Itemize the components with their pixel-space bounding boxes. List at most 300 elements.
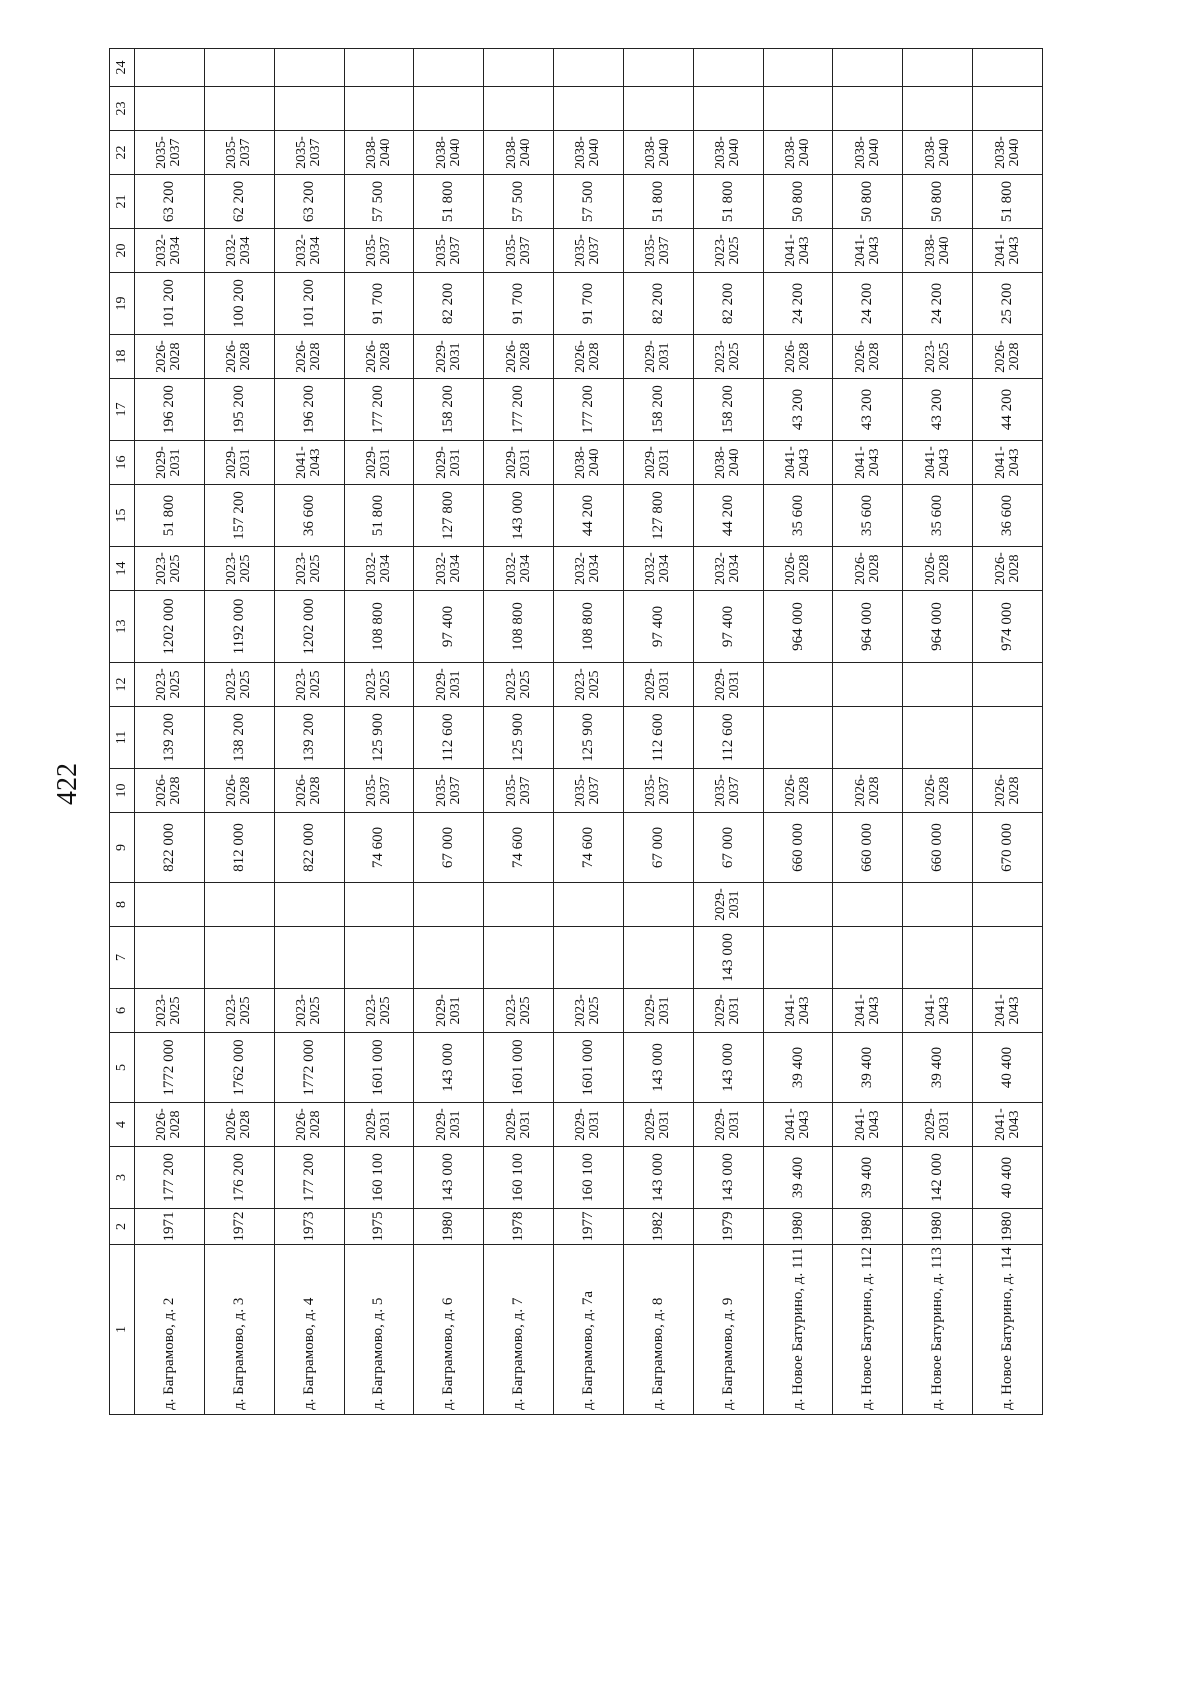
table-cell: 964 000 <box>763 591 833 663</box>
table-cell <box>903 927 973 989</box>
table-cell: 51 800 <box>414 175 484 229</box>
table-cell: 2029-2031 <box>344 1103 414 1147</box>
table-cell <box>274 927 344 989</box>
table-cell: 2026-2028 <box>135 335 205 379</box>
table-cell: 1980 <box>763 1209 833 1245</box>
table-cell: 1973 <box>274 1209 344 1245</box>
table-cell: 39 400 <box>763 1147 833 1209</box>
table-cell <box>204 49 274 87</box>
table-cell: 974 000 <box>973 591 1043 663</box>
table-cell: 2026-2028 <box>344 335 414 379</box>
table-cell: 25 200 <box>973 273 1043 335</box>
table-cell: 101 200 <box>274 273 344 335</box>
table-cell <box>903 49 973 87</box>
table-cell: 74 600 <box>344 813 414 883</box>
column-header: 12 <box>110 663 135 707</box>
table-cell: 2026-2028 <box>204 1103 274 1147</box>
table-cell: 1980 <box>833 1209 903 1245</box>
table-cell: 2023-2025 <box>554 663 624 707</box>
table-cell: 1979 <box>693 1209 763 1245</box>
table-cell: 2023-2025 <box>344 663 414 707</box>
table-cell: 63 200 <box>274 175 344 229</box>
table-cell: 2029-2031 <box>693 663 763 707</box>
table-cell: 2026-2028 <box>833 769 903 813</box>
table-cell: 2023-2025 <box>204 663 274 707</box>
column-header: 18 <box>110 335 135 379</box>
table-cell: 1601 000 <box>344 1033 414 1103</box>
table-cell <box>833 87 903 131</box>
table-cell <box>274 49 344 87</box>
table-cell: 43 200 <box>833 379 903 441</box>
table-cell: 2041-2043 <box>833 229 903 273</box>
table-cell <box>204 87 274 131</box>
table-cell <box>903 87 973 131</box>
table-cell <box>135 49 205 87</box>
table-cell <box>554 87 624 131</box>
table-cell: 660 000 <box>903 813 973 883</box>
column-header: 1 <box>110 1245 135 1415</box>
table-cell: 2029-2031 <box>903 1103 973 1147</box>
table-cell <box>274 87 344 131</box>
table-cell: 2041-2043 <box>903 989 973 1033</box>
address-cell: д. Баграмово, д. 5 <box>344 1245 414 1415</box>
table-cell: 35 600 <box>833 485 903 547</box>
table-cell: 57 500 <box>344 175 414 229</box>
table-cell: 97 400 <box>693 591 763 663</box>
table-cell: 44 200 <box>973 379 1043 441</box>
table-cell: 108 800 <box>344 591 414 663</box>
table-cell: 2026-2028 <box>903 547 973 591</box>
table-cell: 964 000 <box>833 591 903 663</box>
table-cell: 660 000 <box>833 813 903 883</box>
table-cell: 2023-2025 <box>344 989 414 1033</box>
table-cell: 2023-2025 <box>135 547 205 591</box>
table-cell: 2041-2043 <box>903 441 973 485</box>
table-cell <box>204 927 274 989</box>
table-cell: 196 200 <box>274 379 344 441</box>
table-cell: 2041-2043 <box>973 989 1043 1033</box>
table-cell: 2023-2025 <box>204 989 274 1033</box>
column-header: 15 <box>110 485 135 547</box>
table-cell <box>763 49 833 87</box>
table-cell: 2029-2031 <box>554 1103 624 1147</box>
table-cell: 143 000 <box>693 1033 763 1103</box>
table-cell: 2041-2043 <box>833 441 903 485</box>
column-header: 24 <box>110 49 135 87</box>
table-cell: 2035-2037 <box>274 131 344 175</box>
table-cell <box>693 87 763 131</box>
table-cell: 82 200 <box>414 273 484 335</box>
table-cell: 2029-2031 <box>484 441 554 485</box>
table-cell <box>135 883 205 927</box>
table-cell <box>903 707 973 769</box>
table-cell: 2026-2028 <box>274 1103 344 1147</box>
table-cell <box>763 663 833 707</box>
table-cell: 1601 000 <box>484 1033 554 1103</box>
table-row <box>135 49 205 1415</box>
table-cell: 2029-2031 <box>693 1103 763 1147</box>
table-cell: 2029-2031 <box>623 1103 693 1147</box>
table-cell: 158 200 <box>693 379 763 441</box>
table-cell: 2029-2031 <box>414 663 484 707</box>
table-cell: 43 200 <box>763 379 833 441</box>
table-cell: 2035-2037 <box>554 229 624 273</box>
table-cell: 2032-2034 <box>204 229 274 273</box>
table-cell <box>484 87 554 131</box>
table-cell: 1762 000 <box>204 1033 274 1103</box>
address-cell: д. Баграмово, д. 7 <box>484 1245 554 1415</box>
table-cell: 160 100 <box>344 1147 414 1209</box>
table-cell: 2026-2028 <box>204 769 274 813</box>
table-cell <box>973 927 1043 989</box>
table-cell: 24 200 <box>763 273 833 335</box>
table-cell: 2035-2037 <box>484 769 554 813</box>
table-cell: 2029-2031 <box>135 441 205 485</box>
table-cell: 51 800 <box>623 175 693 229</box>
table-cell: 2038-2040 <box>484 131 554 175</box>
table-cell: 2026-2028 <box>763 547 833 591</box>
table-cell: 51 800 <box>344 485 414 547</box>
table-cell: 158 200 <box>623 379 693 441</box>
table-cell <box>973 707 1043 769</box>
table-cell: 2023-2025 <box>135 989 205 1033</box>
table-cell: 67 000 <box>414 813 484 883</box>
table-cell: 24 200 <box>903 273 973 335</box>
table-cell: 142 000 <box>903 1147 973 1209</box>
table-cell: 36 600 <box>973 485 1043 547</box>
table-cell: 2026-2028 <box>833 547 903 591</box>
table-cell: 112 600 <box>693 707 763 769</box>
column-header: 23 <box>110 87 135 131</box>
table-cell: 138 200 <box>204 707 274 769</box>
table-cell: 2026-2028 <box>763 335 833 379</box>
table-cell: 2032-2034 <box>554 547 624 591</box>
table-cell: 139 200 <box>135 707 205 769</box>
table-cell: 1772 000 <box>135 1033 205 1103</box>
address-cell: д. Баграмово, д. 9 <box>693 1245 763 1415</box>
table-cell: 1971 <box>135 1209 205 1245</box>
table-cell: 2041-2043 <box>833 989 903 1033</box>
table-cell <box>973 663 1043 707</box>
table-cell <box>274 883 344 927</box>
address-cell: д. Баграмово, д. 2 <box>135 1245 205 1415</box>
table-cell <box>973 87 1043 131</box>
column-header: 17 <box>110 379 135 441</box>
table-cell <box>414 927 484 989</box>
column-header: 10 <box>110 769 135 813</box>
table-cell: 2032-2034 <box>693 547 763 591</box>
table-row <box>693 49 763 1415</box>
table-cell: 97 400 <box>414 591 484 663</box>
table-cell: 1192 000 <box>204 591 274 663</box>
table-cell: 2032-2034 <box>414 547 484 591</box>
table-cell: 158 200 <box>414 379 484 441</box>
table-cell: 127 800 <box>623 485 693 547</box>
table-cell: 2038-2040 <box>344 131 414 175</box>
table-row <box>763 49 833 1415</box>
table-cell: 2029-2031 <box>414 1103 484 1147</box>
table-cell <box>903 883 973 927</box>
table-cell <box>903 663 973 707</box>
address-cell: д. Новое Батурино, д. 113 <box>903 1245 973 1415</box>
table-cell: 160 100 <box>484 1147 554 1209</box>
table-cell: 2032-2034 <box>135 229 205 273</box>
address-cell: д. Новое Батурино, д. 112 <box>833 1245 903 1415</box>
table-cell: 39 400 <box>833 1147 903 1209</box>
table-cell <box>344 87 414 131</box>
table-cell <box>763 87 833 131</box>
table-cell: 1972 <box>204 1209 274 1245</box>
table-cell: 670 000 <box>973 813 1043 883</box>
table-cell: 2029-2031 <box>623 441 693 485</box>
header-row <box>110 49 135 1415</box>
table-cell: 51 800 <box>135 485 205 547</box>
column-header: 22 <box>110 131 135 175</box>
table-cell: 44 200 <box>554 485 624 547</box>
table-cell <box>204 883 274 927</box>
table-cell: 2029-2031 <box>344 441 414 485</box>
table-cell <box>414 49 484 87</box>
address-cell: д. Баграмово, д. 3 <box>204 1245 274 1415</box>
table-cell: 177 200 <box>554 379 624 441</box>
table-cell: 2035-2037 <box>693 769 763 813</box>
table-cell: 2041-2043 <box>973 229 1043 273</box>
table-row <box>274 49 344 1415</box>
table-cell <box>833 663 903 707</box>
table-cell: 125 900 <box>554 707 624 769</box>
table-cell: 57 500 <box>484 175 554 229</box>
table-cell: 91 700 <box>554 273 624 335</box>
column-header: 16 <box>110 441 135 485</box>
column-header: 8 <box>110 883 135 927</box>
table-cell: 2026-2028 <box>204 335 274 379</box>
table-cell: 67 000 <box>693 813 763 883</box>
table-cell: 82 200 <box>623 273 693 335</box>
table-cell: 2041-2043 <box>763 989 833 1033</box>
table-cell <box>623 883 693 927</box>
table-cell: 2038-2040 <box>414 131 484 175</box>
address-cell: д. Баграмово, д. 6 <box>414 1245 484 1415</box>
table-cell: 39 400 <box>763 1033 833 1103</box>
table-cell: 822 000 <box>274 813 344 883</box>
table-cell: 2038-2040 <box>693 131 763 175</box>
table-row <box>204 49 274 1415</box>
table-cell <box>484 927 554 989</box>
table-cell: 43 200 <box>903 379 973 441</box>
table-cell: 143 000 <box>484 485 554 547</box>
column-header: 21 <box>110 175 135 229</box>
table-cell: 2029-2031 <box>204 441 274 485</box>
table-cell <box>623 49 693 87</box>
table-cell <box>484 883 554 927</box>
table-cell: 2038-2040 <box>554 441 624 485</box>
table-cell: 2029-2031 <box>414 335 484 379</box>
table-cell: 157 200 <box>204 485 274 547</box>
table-cell: 50 800 <box>833 175 903 229</box>
table-cell: 2035-2037 <box>344 769 414 813</box>
table-cell <box>833 49 903 87</box>
table-cell: 964 000 <box>903 591 973 663</box>
table-cell: 2026-2028 <box>973 335 1043 379</box>
table-row <box>623 49 693 1415</box>
table-cell: 2035-2037 <box>414 769 484 813</box>
address-cell: д. Баграмово, д. 7а <box>554 1245 624 1415</box>
table-cell <box>763 883 833 927</box>
table-cell: 1977 <box>554 1209 624 1245</box>
table-cell: 822 000 <box>135 813 205 883</box>
table-cell: 50 800 <box>763 175 833 229</box>
table-row <box>973 49 1043 1415</box>
table-cell <box>554 883 624 927</box>
table-cell: 1982 <box>623 1209 693 1245</box>
table-cell: 139 200 <box>274 707 344 769</box>
table-cell: 2026-2028 <box>484 335 554 379</box>
table-cell <box>693 49 763 87</box>
table-cell: 2035-2037 <box>135 131 205 175</box>
table-cell: 35 600 <box>903 485 973 547</box>
table-cell: 2023-2025 <box>554 989 624 1033</box>
table-cell: 2023-2025 <box>903 335 973 379</box>
table-cell: 50 800 <box>903 175 973 229</box>
table-cell: 2041-2043 <box>973 441 1043 485</box>
table-cell: 62 200 <box>204 175 274 229</box>
column-header: 3 <box>110 1147 135 1209</box>
table-cell: 2038-2040 <box>693 441 763 485</box>
column-header: 19 <box>110 273 135 335</box>
table-cell: 2029-2031 <box>623 335 693 379</box>
table-cell: 1980 <box>414 1209 484 1245</box>
table-cell: 2026-2028 <box>833 335 903 379</box>
table-cell: 2029-2031 <box>414 441 484 485</box>
table-cell: 1772 000 <box>274 1033 344 1103</box>
table-cell: 1601 000 <box>554 1033 624 1103</box>
column-header: 4 <box>110 1103 135 1147</box>
table-cell <box>344 927 414 989</box>
table-cell <box>344 883 414 927</box>
table-cell: 2041-2043 <box>973 1103 1043 1147</box>
table-cell: 2026-2028 <box>903 769 973 813</box>
table-cell: 125 900 <box>484 707 554 769</box>
table-cell: 177 200 <box>274 1147 344 1209</box>
table-cell: 176 200 <box>204 1147 274 1209</box>
table-cell: 101 200 <box>135 273 205 335</box>
table-cell: 2038-2040 <box>903 229 973 273</box>
table-cell: 1975 <box>344 1209 414 1245</box>
table-cell: 51 800 <box>973 175 1043 229</box>
table-cell: 97 400 <box>623 591 693 663</box>
table-row <box>484 49 554 1415</box>
table-cell: 2032-2034 <box>623 547 693 591</box>
table-cell: 2041-2043 <box>763 441 833 485</box>
table-cell: 82 200 <box>693 273 763 335</box>
table-cell: 2023-2025 <box>484 989 554 1033</box>
table-cell: 2029-2031 <box>623 663 693 707</box>
column-header: 9 <box>110 813 135 883</box>
table-cell: 2023-2025 <box>274 547 344 591</box>
table-cell: 660 000 <box>763 813 833 883</box>
table-cell: 1980 <box>903 1209 973 1245</box>
table-cell: 1978 <box>484 1209 554 1245</box>
table-cell: 91 700 <box>484 273 554 335</box>
table-cell: 2029-2031 <box>623 989 693 1033</box>
table-cell: 2035-2037 <box>344 229 414 273</box>
table-cell: 143 000 <box>414 1033 484 1103</box>
table-cell: 143 000 <box>693 1147 763 1209</box>
table-cell: 39 400 <box>833 1033 903 1103</box>
table-cell: 2035-2037 <box>623 769 693 813</box>
table-cell <box>623 927 693 989</box>
table-cell: 2035-2037 <box>204 131 274 175</box>
table-cell: 2041-2043 <box>763 1103 833 1147</box>
table-cell: 177 200 <box>344 379 414 441</box>
table-cell: 2029-2031 <box>693 989 763 1033</box>
table-cell: 91 700 <box>344 273 414 335</box>
table-cell <box>973 49 1043 87</box>
table-cell: 2026-2028 <box>973 547 1043 591</box>
table-body <box>135 49 1043 1415</box>
table-cell: 2026-2028 <box>135 1103 205 1147</box>
table-cell: 143 000 <box>414 1147 484 1209</box>
table-row <box>414 49 484 1415</box>
table-cell: 125 900 <box>344 707 414 769</box>
table-cell: 2029-2031 <box>484 1103 554 1147</box>
table-cell: 51 800 <box>693 175 763 229</box>
table-cell: 2035-2037 <box>414 229 484 273</box>
column-header: 5 <box>110 1033 135 1103</box>
table-cell: 2026-2028 <box>554 335 624 379</box>
table-cell <box>973 883 1043 927</box>
table-cell: 2026-2028 <box>135 769 205 813</box>
table-cell: 2038-2040 <box>833 131 903 175</box>
table-cell: 177 200 <box>484 379 554 441</box>
table-cell: 40 400 <box>973 1147 1043 1209</box>
table-cell: 2023-2025 <box>693 229 763 273</box>
table-cell: 2023-2025 <box>204 547 274 591</box>
column-header: 11 <box>110 707 135 769</box>
table-cell: 195 200 <box>204 379 274 441</box>
table-cell: 112 600 <box>414 707 484 769</box>
table-cell <box>135 87 205 131</box>
table-cell: 2023-2025 <box>135 663 205 707</box>
table-cell: 2035-2037 <box>484 229 554 273</box>
table-cell <box>763 927 833 989</box>
table-cell: 812 000 <box>204 813 274 883</box>
capital-repair-table-wrapper <box>109 57 1043 1415</box>
table-cell: 2023-2025 <box>693 335 763 379</box>
column-header: 6 <box>110 989 135 1033</box>
table-cell: 2035-2037 <box>554 769 624 813</box>
column-header: 13 <box>110 591 135 663</box>
table-cell <box>623 87 693 131</box>
address-cell: д. Баграмово, д. 4 <box>274 1245 344 1415</box>
table-cell: 2032-2034 <box>484 547 554 591</box>
table-cell: 160 100 <box>554 1147 624 1209</box>
table-cell: 2032-2034 <box>274 229 344 273</box>
table-cell: 2041-2043 <box>274 441 344 485</box>
address-cell: д. Новое Батурино, д. 111 <box>763 1245 833 1415</box>
table-cell: 108 800 <box>484 591 554 663</box>
column-header: 14 <box>110 547 135 591</box>
page-number: 422 <box>52 763 83 805</box>
table-row <box>903 49 973 1415</box>
table-header <box>110 49 135 1415</box>
table-cell: 2041-2043 <box>833 1103 903 1147</box>
table-cell <box>414 87 484 131</box>
table-cell: 39 400 <box>903 1033 973 1103</box>
table-cell: 2023-2025 <box>274 989 344 1033</box>
table-cell: 143 000 <box>693 927 763 989</box>
column-header: 20 <box>110 229 135 273</box>
